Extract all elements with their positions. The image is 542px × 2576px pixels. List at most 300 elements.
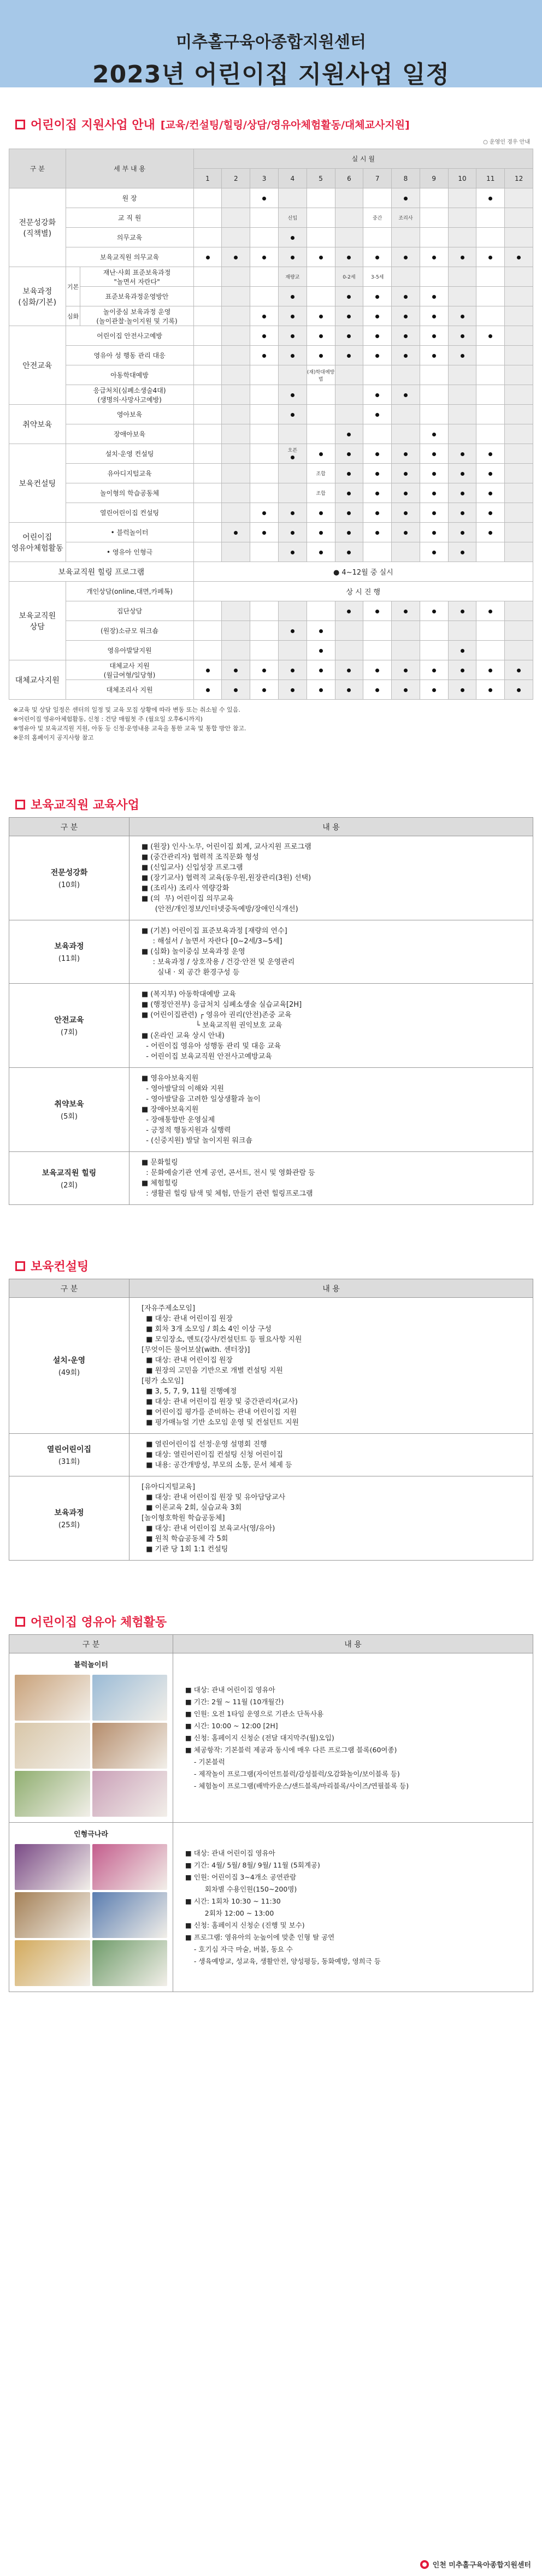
schedule-dot [262, 354, 266, 358]
staff-content [129, 920, 533, 984]
month-cell [476, 444, 505, 464]
month-cell [505, 601, 533, 621]
month-cell [250, 365, 279, 385]
month-cell [222, 523, 250, 542]
month-cell [392, 424, 420, 444]
month-cell [278, 188, 307, 208]
schedule-dot [291, 315, 294, 318]
schedule-row [9, 306, 533, 326]
month-cell [363, 483, 392, 503]
schedule-dot [461, 551, 464, 554]
month-cell [448, 503, 476, 523]
content-line: ■ 대상: 관내 어린이집 원장 [142, 1356, 233, 1364]
month-cell [420, 680, 448, 700]
month-header: 6 [335, 169, 363, 188]
content-line: - 체험놀이 프로그램(배박카운스/샌드블록/마리블록/사이즈/연필블록 등) [185, 1781, 409, 1790]
col-content: 내 용 [129, 818, 533, 836]
month-cell [335, 444, 363, 464]
row-label: 보육과정 [54, 942, 84, 951]
schedule-dot [347, 531, 351, 535]
month-cell [476, 680, 505, 700]
staff-table [9, 817, 533, 1205]
month-cell [448, 287, 476, 306]
month-cell [222, 287, 250, 306]
month-cell [476, 424, 505, 444]
schedule-heading [9, 116, 533, 133]
staff-row [9, 1068, 533, 1152]
cell-note: 3-5세 [370, 275, 384, 280]
month-cell [448, 365, 476, 385]
schedule-item: (원장)소규모 워크숍 [66, 621, 193, 641]
schedule-dot [488, 669, 492, 672]
content-line: ■ 대상: 관내 어린이집 영유아 [185, 1685, 275, 1694]
schedule-dot [432, 551, 436, 554]
month-cell [392, 601, 420, 621]
month-cell [392, 503, 420, 523]
row-count: (49회) [58, 1368, 80, 1377]
schedule-dot [291, 629, 294, 633]
content-line: [놀이형호학원 학습공동체] [142, 1514, 225, 1522]
month-cell [278, 208, 307, 228]
month-cell [363, 267, 392, 287]
consult-content [129, 1434, 533, 1476]
content-line: - (신중지원) 발달 놀이지원 워크숍 [142, 1137, 252, 1145]
content-line: ■ (신입교사) 신입성장 프로그램 [142, 864, 243, 872]
month-cell [250, 385, 279, 405]
month-cell [335, 483, 363, 503]
month-cell [222, 247, 250, 267]
photo-grid [15, 1675, 167, 1817]
month-cell [278, 385, 307, 405]
month-cell [250, 326, 279, 346]
content-line: 회차별 수용인원(150~200명) [185, 1884, 297, 1893]
month-cell [335, 385, 363, 405]
content-line: ■ (기본) 어린이집 표준보육과정 [재량의 연수] [142, 927, 287, 935]
schedule-dot [461, 610, 464, 613]
content-line: ■ 시간: 1회차 10:30 ~ 11:30 [185, 1896, 281, 1905]
staff-title: 보육교직원 교육사업 [31, 799, 139, 812]
schedule-dot [461, 669, 464, 672]
month-cell [335, 660, 363, 680]
col-category: 구 분 [9, 818, 129, 836]
month-cell [392, 267, 420, 287]
month-cell [505, 208, 533, 228]
content-line: ■ (원장) 인사·노무, 어린이집 회계, 교사지원 프로그램 [142, 843, 311, 851]
month-cell [392, 228, 420, 247]
month-cell [250, 464, 279, 483]
schedule-note: ● 4~12월 중 실시 [193, 562, 533, 582]
staff-content [129, 984, 533, 1068]
month-cell [392, 621, 420, 641]
schedule-item: 영아보육 [66, 405, 193, 424]
month-cell [392, 188, 420, 208]
month-cell [307, 208, 335, 228]
month-cell [392, 385, 420, 405]
schedule-category: 취약보육 [9, 405, 66, 444]
activity-row [9, 1823, 533, 1992]
staff-content [129, 1068, 533, 1152]
schedule-category: 보육교직원 상담 [9, 582, 66, 660]
schedule-dot [461, 354, 464, 358]
content-line: ■ 기간: 2월 ~ 11월 (10개월간) [185, 1697, 284, 1706]
activity-photo [92, 1844, 168, 1890]
schedule-dot [291, 413, 294, 417]
month-cell [278, 267, 307, 287]
schedule-row [9, 562, 533, 582]
cell-note: 오픈 [287, 448, 298, 453]
month-cell [420, 326, 448, 346]
staff-heading [9, 796, 533, 813]
month-cell [222, 641, 250, 660]
schedule-dot [234, 688, 238, 692]
month-cell [476, 306, 505, 326]
schedule-dot [488, 256, 492, 259]
schedule-category: 보육교직원 힐링 프로그램 [9, 562, 194, 582]
month-cell [335, 326, 363, 346]
month-cell [250, 680, 279, 700]
month-cell [250, 346, 279, 365]
content-line: ■ 대상: 열린어린이집 컨설팅 신청 어린이집 [142, 1451, 284, 1459]
month-cell [363, 680, 392, 700]
schedule-dot [461, 334, 464, 338]
schedule-dot [347, 334, 351, 338]
month-cell [222, 601, 250, 621]
schedule-dot [488, 531, 492, 535]
schedule-dot [461, 492, 464, 495]
schedule-dot [404, 334, 408, 338]
consult-body [9, 1298, 533, 1561]
content-line: ■ 프로그램: 영유아의 눈높이에 맞춘 인형 탈 공연 [185, 1933, 335, 1941]
activity-photo [15, 1675, 90, 1721]
staff-label [9, 1152, 129, 1205]
month-cell [392, 247, 420, 267]
month-cell [278, 228, 307, 247]
schedule-dot [319, 551, 323, 554]
col-category: 구 분 [9, 1635, 173, 1653]
month-cell [250, 405, 279, 424]
month-cell [222, 267, 250, 287]
content-line: [평가 소모임] [142, 1377, 184, 1385]
month-cell [392, 405, 420, 424]
month-cell [505, 503, 533, 523]
month-cell [250, 247, 279, 267]
schedule-dot [347, 551, 351, 554]
schedule-footnotes [13, 705, 529, 742]
month-cell [278, 464, 307, 483]
month-cell [448, 208, 476, 228]
content-line: - 기본블럭 [185, 1757, 225, 1766]
schedule-item: 설치·운영 컨설팅 [66, 444, 193, 464]
month-cell [250, 503, 279, 523]
staff-label [9, 836, 129, 920]
content-line: : 생활권 힐링 탐색 및 체험, 만들기 관련 힐링프로그램 [142, 1190, 313, 1198]
month-header: 9 [420, 169, 448, 188]
schedule-dot [347, 452, 351, 456]
month-cell [392, 641, 420, 660]
month-cell [363, 346, 392, 365]
schedule-dot [347, 433, 351, 436]
month-cell [392, 483, 420, 503]
schedule-dot [461, 315, 464, 318]
legend-note: ○ 운영인 경우 안내 [9, 137, 530, 145]
content-line: ■ 모임장소, 멘토(강사/컨설턴트 등 필요사항 지원 [142, 1336, 302, 1344]
schedule-dot [432, 531, 436, 535]
month-cell [307, 346, 335, 365]
schedule-dot [432, 354, 436, 358]
month-cell [505, 385, 533, 405]
schedule-dot [404, 511, 408, 515]
content-line: : 보육과정 / 상호작용 / 건강·안전 및 운영관리 [142, 958, 295, 966]
activity-name: 블럭놀이터 [74, 1661, 108, 1669]
content-line: ■ (조리사) 조리사 역량강화 [142, 884, 229, 893]
month-cell [420, 365, 448, 385]
month-cell [448, 247, 476, 267]
month-cell [420, 621, 448, 641]
schedule-dot [347, 610, 351, 613]
month-cell [476, 641, 505, 660]
schedule-dot [347, 511, 351, 515]
content-line: ■ 신청: 홈페이지 신청순 (진행 및 보수) [185, 1921, 305, 1929]
month-cell [505, 346, 533, 365]
staff-row [9, 836, 533, 920]
content-line: ■ (심화) 놀이중심 보육과정 운영 [142, 948, 245, 956]
month-cell [476, 365, 505, 385]
schedule-item: 의무교육 [66, 228, 193, 247]
month-cell [222, 385, 250, 405]
month-cell [307, 542, 335, 562]
schedule-dot [461, 256, 464, 259]
schedule-row [9, 542, 533, 562]
month-cell [392, 346, 420, 365]
schedule-dot [432, 334, 436, 338]
staff-row [9, 984, 533, 1068]
schedule-dot [432, 472, 436, 476]
month-cell [307, 660, 335, 680]
month-cell [420, 405, 448, 424]
month-cell [476, 247, 505, 267]
schedule-dot [404, 472, 408, 476]
content-line: ■ 대상: 관내 어린이집 보육교사(영/유아) [142, 1525, 275, 1533]
month-cell [222, 188, 250, 208]
schedule-dot [347, 315, 351, 318]
month-cell [505, 365, 533, 385]
month-cell [193, 228, 222, 247]
schedule-dot [375, 688, 379, 692]
schedule-dot [404, 452, 408, 456]
activity-section [0, 1613, 542, 1992]
month-cell [335, 621, 363, 641]
month-cell [250, 287, 279, 306]
content-line: - 영아발달의 이해와 지원 [142, 1085, 224, 1093]
month-cell [250, 424, 279, 444]
month-cell [420, 385, 448, 405]
month-cell [420, 228, 448, 247]
activity-content [173, 1653, 533, 1823]
month-cell [307, 444, 335, 464]
month-cell [278, 444, 307, 464]
month-header: 3 [250, 169, 279, 188]
month-cell [307, 228, 335, 247]
month-cell [278, 326, 307, 346]
content-line: ■ (의 무) 어린이집 의무교육 [142, 895, 234, 903]
cell-note: 신입 [287, 216, 298, 221]
month-cell [420, 188, 448, 208]
schedule-section [0, 116, 542, 742]
month-cell [448, 641, 476, 660]
content-line: ■ 장애아보육지원 [142, 1106, 199, 1114]
month-cell [505, 306, 533, 326]
month-cell [335, 680, 363, 700]
month-cell [335, 424, 363, 444]
content-line: ■ 어린이집 평가를 준비하는 관내 어린이집 지원 [142, 1408, 297, 1416]
content-line: ■ (행정안전부) 응급처치 심폐소생술 실습교육[2H] [142, 1001, 302, 1009]
schedule-dot [347, 354, 351, 358]
row-count: (7회) [61, 1029, 78, 1037]
schedule-dot [488, 492, 492, 495]
consult-row [9, 1298, 533, 1434]
month-cell [278, 247, 307, 267]
footnote-line: ※영유아 및 보육교직원 지원, 아동 등 신청·운영내용 교육을 통한 교육 및 통합 방안 참고. [13, 725, 246, 732]
schedule-dot [347, 256, 351, 259]
month-cell [476, 503, 505, 523]
month-cell [476, 601, 505, 621]
month-cell [420, 247, 448, 267]
month-cell [476, 326, 505, 346]
month-cell [193, 523, 222, 542]
schedule-dot [347, 472, 351, 476]
month-cell [250, 483, 279, 503]
month-cell [278, 483, 307, 503]
content-line: - 장애통합반 운영실제 [142, 1116, 215, 1124]
month-cell [193, 208, 222, 228]
col-category: 구 분 [9, 1279, 129, 1298]
schedule-dot [432, 610, 436, 613]
month-cell [420, 464, 448, 483]
month-cell [505, 267, 533, 287]
schedule-dot [375, 393, 379, 397]
month-cell [392, 680, 420, 700]
schedule-dot [375, 472, 379, 476]
col-content: 내 용 [173, 1635, 533, 1653]
content-line: 2회차 12:00 ~ 13:00 [185, 1909, 274, 1917]
schedule-dot [319, 669, 323, 672]
cell-note: 조리사 [398, 216, 413, 221]
activity-photo [15, 1844, 90, 1890]
month-cell [420, 424, 448, 444]
content-line: ■ 기관 당 1회 1:1 컨설팅 [142, 1545, 228, 1553]
month-cell [335, 641, 363, 660]
schedule-dot [291, 236, 294, 240]
content-line: [무엇이든 물어보살(with. 센터장)] [142, 1346, 250, 1354]
staff-content [129, 1152, 533, 1205]
content-line: - 어린이집 보육교직원 안전사고예방교육 [142, 1053, 272, 1061]
content-line: 실내 · 외 공간 환경구성 등 [142, 968, 240, 977]
month-cell [392, 660, 420, 680]
month-cell [363, 444, 392, 464]
month-cell [278, 405, 307, 424]
schedule-item: 열린어린이집 컨설팅 [66, 503, 193, 523]
content-line: ■ 영유아보육지원 [142, 1074, 199, 1083]
content-line: ■ 이론교육 2회, 실습교육 3회 [142, 1504, 242, 1512]
schedule-dot [375, 511, 379, 515]
content-line: └ 보육교직원 권익보호 교육 [142, 1021, 282, 1030]
schedule-row [9, 582, 533, 601]
schedule-dot [432, 433, 436, 436]
month-cell [476, 483, 505, 503]
schedule-row [9, 385, 533, 405]
month-cell [250, 228, 279, 247]
schedule-category: 전문성강화 (직책별) [9, 188, 66, 267]
month-cell [363, 503, 392, 523]
month-cell [222, 424, 250, 444]
month-cell [420, 503, 448, 523]
schedule-row [9, 601, 533, 621]
row-label: 안전교육 [54, 1016, 84, 1025]
schedule-dot [291, 256, 294, 259]
schedule-row [9, 208, 533, 228]
month-cell [193, 680, 222, 700]
staff-body [9, 836, 533, 1205]
schedule-item: 놀이중심 보육과정 운영 (놀이관찰·놀이지원 및 기록) [80, 306, 193, 326]
schedule-item: 보육교직원 의무교육 [66, 247, 193, 267]
schedule-row [9, 483, 533, 503]
schedule-dot [291, 456, 294, 459]
schedule-item: 응급처치(심폐소생술4대) (생명의·사망사고예방) [66, 385, 193, 405]
month-cell [476, 523, 505, 542]
month-cell [278, 306, 307, 326]
content-line: ■ 평가매뉴얼 기반 소모임 운영 및 컨설턴트 지원 [142, 1419, 299, 1427]
schedule-dot [234, 669, 238, 672]
schedule-row [9, 267, 533, 287]
schedule-item: 개인상담(online,대면,카페톡) [66, 582, 193, 601]
activity-table [9, 1634, 533, 1992]
schedule-dot [488, 197, 492, 200]
schedule-row [9, 346, 533, 365]
content-line: ■ 기간: 4월/ 5월/ 8월/ 9월/ 11월 (5회계공) [185, 1860, 320, 1869]
content-line: : 문화예술기관 연계 공연, 콘서트, 전시 및 영화관람 등 [142, 1169, 315, 1177]
schedule-row [9, 660, 533, 680]
month-cell [222, 680, 250, 700]
month-cell [448, 621, 476, 641]
schedule-row [9, 424, 533, 444]
month-cell [363, 405, 392, 424]
content-line: ■ 대상: 관내 어린이집 원장 [142, 1315, 233, 1323]
cell-note: 재량교 [285, 275, 300, 280]
month-cell [363, 228, 392, 247]
consult-row [9, 1434, 533, 1476]
schedule-dot [488, 688, 492, 692]
schedule-dot [375, 492, 379, 495]
schedule-dot [375, 669, 379, 672]
month-cell [250, 621, 279, 641]
month-cell [278, 503, 307, 523]
schedule-row [9, 680, 533, 700]
month-cell [363, 385, 392, 405]
schedule-item: 대체교사 지원 (월급여형/일당형) [66, 660, 193, 680]
month-cell [448, 424, 476, 444]
photo-grid [15, 1844, 167, 1986]
schedule-dot [375, 295, 379, 299]
month-cell [307, 405, 335, 424]
month-cell [448, 444, 476, 464]
month-cell [335, 365, 363, 385]
schedule-dot [291, 393, 294, 397]
month-cell [448, 228, 476, 247]
month-cell [476, 621, 505, 641]
month-header: 1 [193, 169, 222, 188]
schedule-item: • 블럭놀이터 [66, 523, 193, 542]
schedule-dot [375, 334, 379, 338]
